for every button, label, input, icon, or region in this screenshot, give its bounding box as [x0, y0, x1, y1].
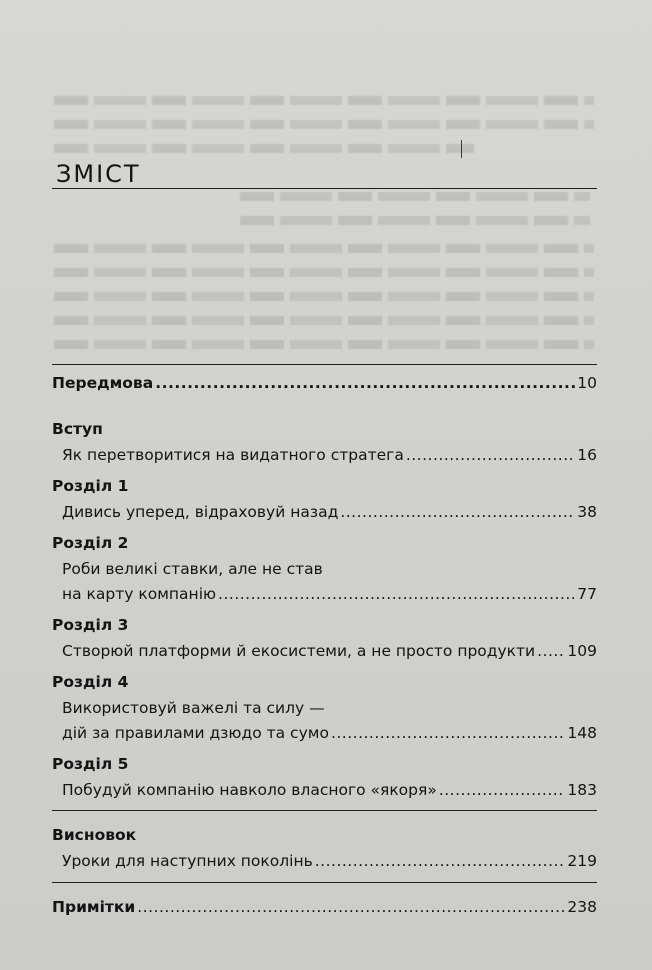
toc-entry-label: Уроки для наступних поколінь: [62, 852, 313, 870]
toc-entry-label: Побудуй компанію навколо власного «якоря»: [62, 781, 437, 799]
toc-title: ЗМІСТ: [56, 160, 141, 188]
leader-dots: [315, 852, 566, 870]
toc-entry-label: Створюй платформи й екосистеми, а не просто продукти: [62, 642, 536, 660]
toc-heading-label: Висновок: [52, 826, 137, 844]
toc-page-number: 183: [567, 781, 597, 799]
toc-heading-intro: [52, 420, 597, 438]
toc-entry-chapter-1[interactable]: [62, 503, 597, 521]
toc-heading-label: Розділ 5: [52, 755, 129, 773]
toc-entry-chapter-3[interactable]: [62, 642, 597, 660]
bleed-through-text: [240, 216, 590, 225]
toc-entry-chapter-5[interactable]: [62, 781, 597, 799]
toc-page-number: 77: [577, 585, 597, 603]
toc-page-number: 148: [567, 724, 597, 742]
toc-page-number: 238: [567, 898, 597, 916]
toc-heading-chapter-5: [52, 755, 597, 773]
toc-page-number: 109: [567, 642, 597, 660]
toc-entry-chapter-4-line1[interactable]: [62, 699, 597, 717]
section-rule: [52, 810, 597, 811]
toc-heading-label: Розділ 3: [52, 616, 129, 634]
leader-dots: [155, 374, 575, 392]
toc-entry-label: Роби великі ставки, але не став: [62, 560, 323, 578]
toc-entry-label: дій за правилами дзюдо та сумо: [62, 724, 329, 742]
toc-page-number: 38: [577, 503, 597, 521]
leader-dots: [537, 642, 565, 660]
toc-heading-conclusion: [52, 826, 597, 844]
toc-entry-label: Передмова: [52, 374, 154, 392]
leader-dots: [218, 585, 575, 603]
toc-heading-chapter-4: [52, 673, 597, 691]
toc-entry-foreword[interactable]: [52, 374, 597, 392]
title-rule: [52, 188, 597, 189]
crop-mark: [461, 140, 462, 158]
toc-entry-chapter-4-line2[interactable]: [62, 724, 597, 742]
toc-entry-conclusion[interactable]: [62, 852, 597, 870]
toc-entry-label: на карту компанію: [62, 585, 217, 603]
toc-page-number: 219: [567, 852, 597, 870]
bleed-through-text: [54, 268, 594, 277]
toc-entry-label: Як перетворитися на видатного стратега: [62, 446, 404, 464]
leader-dots: [137, 898, 565, 916]
toc-entry-intro[interactable]: [62, 446, 597, 464]
toc-heading-chapter-2: [52, 534, 597, 552]
toc-heading-label: Розділ 2: [52, 534, 129, 552]
toc-entry-label: Використовуй важелі та силу —: [62, 699, 325, 717]
toc-heading-label: Розділ 1: [52, 477, 129, 495]
toc-heading-label: Вступ: [52, 420, 103, 438]
toc-heading-chapter-3: [52, 616, 597, 634]
bleed-through-text: [54, 292, 594, 301]
toc-entry-notes[interactable]: [52, 898, 597, 916]
bleed-through-text: [54, 340, 594, 349]
bleed-through-text: [54, 316, 594, 325]
toc-page-number: 10: [577, 374, 597, 392]
bleed-through-text: [240, 192, 590, 201]
toc-page-number: 16: [577, 446, 597, 464]
leader-dots: [340, 503, 575, 521]
toc-entry-chapter-2-line2[interactable]: [62, 585, 597, 603]
toc-entry-chapter-2-line1[interactable]: [62, 560, 597, 578]
leader-dots: [406, 446, 575, 464]
leader-dots: [439, 781, 566, 799]
bleed-through-text: [54, 144, 474, 153]
section-rule: [52, 364, 597, 365]
leader-dots: [331, 724, 565, 742]
bleed-through-text: [54, 120, 594, 129]
section-rule: [52, 882, 597, 883]
toc-entry-label: Примітки: [52, 898, 136, 916]
bleed-through-text: [54, 96, 594, 105]
toc-entry-label: Дивись уперед, відраховуй назад: [62, 503, 339, 521]
bleed-through-text: [54, 244, 594, 253]
toc-heading-chapter-1: [52, 477, 597, 495]
toc-heading-label: Розділ 4: [52, 673, 129, 691]
